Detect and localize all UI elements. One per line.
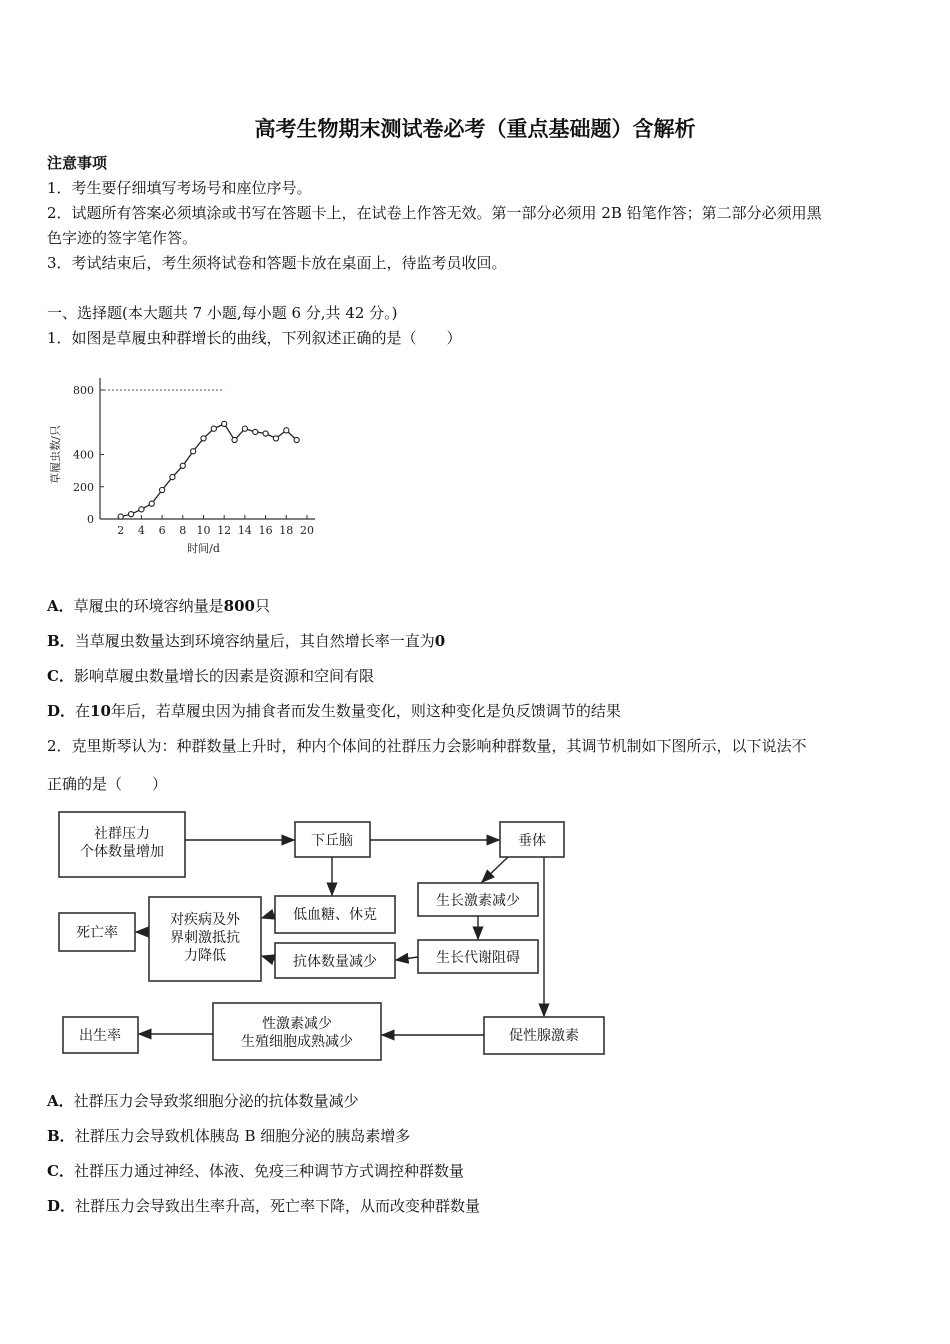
data-point	[128, 512, 133, 517]
option-letter: C．	[47, 1162, 74, 1180]
x-tick-label: 14	[237, 524, 252, 537]
q2-option-a[interactable]	[47, 1091, 359, 1111]
data-point	[222, 421, 227, 426]
y-tick-label: 800	[73, 384, 94, 397]
option-tail: 年后，若草履虫因为捕食者而发生数量变化，则这种变化是负反馈调节的结果	[110, 702, 621, 720]
notice-item-1: 1．考生要仔细填写考场号和座位序号。	[47, 179, 312, 197]
notice-heading: 注意事项	[47, 154, 108, 172]
y-tick-label: 200	[73, 480, 94, 494]
data-point	[232, 437, 237, 442]
data-point	[273, 436, 278, 441]
option-text: 社群压力会导致出生率升高，死亡率下降，从而改变种群数量	[75, 1197, 481, 1215]
section-heading: 一、选择题(本大题共 7 小题,每小题 6 分,共 42 分。)	[47, 304, 398, 322]
option-number: 0	[434, 632, 446, 650]
data-point	[253, 429, 258, 434]
label-hypoglycemia: 低血糖、休克	[293, 907, 377, 923]
x-tick-label: 6	[158, 524, 166, 537]
population-series-line	[121, 424, 297, 517]
option-text: 社群压力会导致机体胰岛 B 细胞分泌的胰岛素增多	[74, 1127, 411, 1145]
option-text: 影响草履虫数量增长的因素是资源和空间有限	[73, 667, 374, 685]
notice-item-3: 3．考试结束后，考生须将试卷和答题卡放在桌面上，待监考员收回。	[47, 254, 507, 272]
data-point	[263, 431, 268, 436]
arrow-to-antibody	[396, 957, 418, 960]
arrow-to-gh-decrease	[482, 857, 508, 882]
option-number: 10	[90, 702, 111, 720]
y-axis-label: 草履虫数/只	[49, 425, 62, 484]
option-letter: B．	[47, 632, 75, 650]
option-text: 草履虫的环境容纳量是	[73, 597, 224, 615]
page-title: 高考生物期末测试卷必考（重点基础题）含解析	[254, 117, 696, 141]
data-point	[284, 428, 289, 433]
data-point	[139, 507, 144, 512]
q1-option-d[interactable]	[47, 701, 621, 721]
label-sex-hormone-2: 生殖细胞成熟减少	[241, 1034, 353, 1050]
x-tick-label: 10	[196, 524, 211, 537]
label-resistance-2: 界刺激抵抗	[170, 930, 240, 946]
label-birth-rate: 出生率	[79, 1028, 121, 1044]
data-point	[201, 436, 206, 441]
label-social-pressure-2: 个体数量增加	[80, 844, 164, 860]
q1-stem: 1．如图是草履虫种群增长的曲线，下列叙述正确的是（ ）	[47, 329, 462, 347]
q2-stem-cont: 正确的是（ ）	[47, 775, 168, 793]
option-letter: C．	[47, 667, 74, 685]
data-point	[191, 449, 196, 454]
x-axis-label: 时间/d	[187, 542, 220, 555]
notice-item-2: 2．试题所有答案必须填涂或书写在答题卡上，在试卷上作答无效。第一部分必须用 2B 铅笔作答；第二部分必须用黑	[47, 204, 822, 222]
arrow-hypoglycemia-to-resistance	[262, 914, 275, 918]
q2-option-b[interactable]	[47, 1126, 410, 1146]
x-tick-label: 12	[217, 524, 232, 537]
data-point	[160, 487, 165, 492]
label-antibody: 抗体数量减少	[293, 954, 377, 970]
q2-option-d[interactable]	[47, 1196, 480, 1216]
option-letter: A．	[47, 597, 74, 615]
x-tick-label: 8	[179, 524, 187, 537]
option-letter: A．	[47, 1092, 74, 1110]
label-gh-metabolism: 生长代谢阻碍	[436, 950, 520, 966]
y-tick-label: 400	[73, 448, 94, 462]
option-text: 当草履虫数量达到环境容纳量后，其自然增长率一直为	[74, 632, 435, 650]
label-hypothalamus: 下丘脑	[311, 833, 353, 849]
label-social-pressure-1: 社群压力	[94, 826, 150, 842]
option-number: 800	[223, 597, 255, 615]
option-text: 社群压力通过神经、体液、免疫三种调节方式调控种群数量	[73, 1162, 464, 1180]
label-pituitary: 垂体	[518, 833, 546, 849]
regulation-diagram	[0, 800, 620, 1075]
x-tick-label: 16	[258, 524, 273, 537]
x-tick-label: 4	[137, 524, 145, 537]
label-resistance-3: 力降低	[184, 948, 226, 964]
label-sex-hormone-1: 性激素减少	[262, 1016, 332, 1032]
x-tick-label: 18	[279, 524, 294, 537]
q1-option-b[interactable]	[47, 631, 445, 651]
option-text: 在	[75, 702, 91, 720]
data-point	[170, 474, 175, 479]
option-letter: D．	[47, 702, 76, 720]
y-tick-label: 0	[87, 513, 94, 526]
data-point	[118, 514, 123, 519]
label-gh-decrease: 生长激素减少	[436, 893, 520, 909]
notice-item-2-cont: 色字迹的签字笔作答。	[47, 229, 198, 247]
option-text: 社群压力会导致浆细胞分泌的抗体数量减少	[73, 1092, 359, 1110]
label-death-rate: 死亡率	[76, 925, 118, 941]
option-letter: B．	[47, 1127, 75, 1145]
data-point	[242, 426, 247, 431]
q2-stem: 2．克里斯琴认为：种群数量上升时，种内个体间的社群压力会影响种群数量，其调节机制如下图所示，以下说法不	[47, 737, 807, 755]
data-point	[211, 426, 216, 431]
label-resistance-1: 对疾病及外	[170, 912, 240, 928]
q1-option-c[interactable]	[47, 666, 374, 686]
x-tick-label: 2	[117, 524, 125, 537]
q1-option-a[interactable]	[47, 596, 270, 616]
option-tail: 只	[254, 597, 270, 615]
data-point	[180, 463, 185, 468]
population-growth-chart	[45, 352, 335, 562]
option-letter: D．	[47, 1197, 76, 1215]
q2-option-c[interactable]	[47, 1161, 464, 1181]
data-point	[294, 437, 299, 442]
arrow-antibody-to-resistance	[262, 956, 275, 960]
label-gonadotropin: 促性腺激素	[509, 1028, 579, 1044]
x-tick-label: 20	[300, 524, 314, 537]
data-point	[149, 501, 154, 506]
